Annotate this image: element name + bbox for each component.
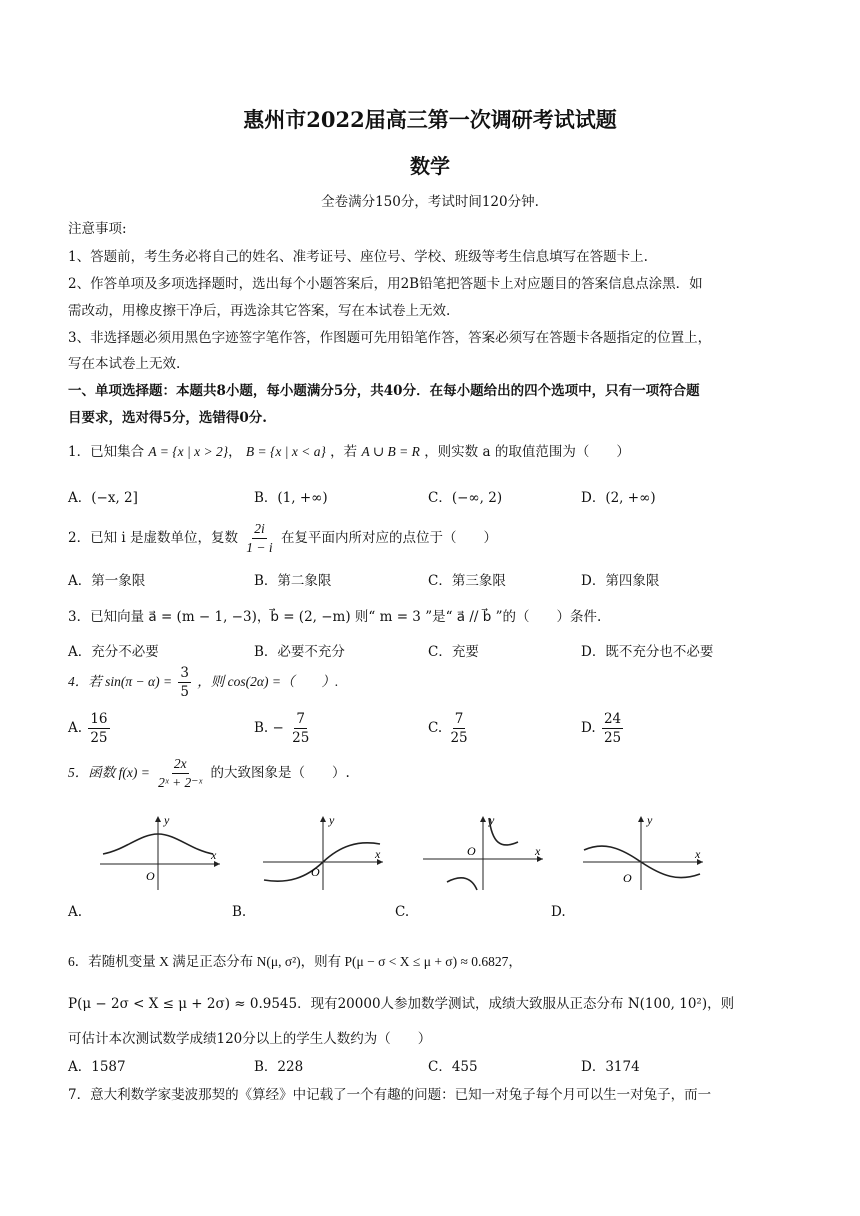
q1-text-b: ，若 [330,444,358,460]
q5-text-b: 的大致图象是（ ）. [210,765,350,781]
q3-option-b[interactable]: B．必要不充分 [254,644,345,660]
question-7-line-1: 7．意大利数学家斐波那契的《算经》中记载了一个有趣的问题：已知一对兔子每个月可以生一对兔子，而一 [68,1087,712,1103]
section-1-line-1: 一、单项选择题：本题共8小题，每小题满分5分，共40分．在每小题给出的四个选项中，只有一项符合题 [68,383,700,399]
q1-option-c[interactable]: C．(−∞, 2) [428,490,503,506]
q1-option-a[interactable]: A．(−x, 2] [68,490,138,506]
q5-option-a-label[interactable]: A. [68,904,83,920]
note-item-1: 1、答题前，考生务必将自己的姓名、准考证号、座位号、学校、班级等考生信息填写在答题卡上. [68,249,648,265]
q6-option-a[interactable]: A．1587 [68,1059,126,1075]
question-1-stem: 1．已知集合 A = {x | x > 2}， B = {x | x < a} ，若 A ∪ B = R ，则实数 a 的取值范围为（ ） [68,444,630,460]
q4-text-b: ，则 cos(2α) =（ ）. [197,674,339,689]
q2-fraction-denominator: 1 − i [246,540,273,555]
q4-option-b-denominator: 25 [292,730,310,746]
q2-option-b[interactable]: B．第二象限 [254,573,332,589]
exam-title: 惠州市2022届高三第一次调研考试试题 [243,107,617,132]
q1-text-a: 1．已知集合 [68,444,145,460]
question-3-stem: 3．已知向量 a⃗ = (m − 1, −3)，b⃗ = (2, −m) 则“ m = 3 ”是“ a⃗ // b⃗ ”的（ ）条件. [68,609,602,625]
section-1-line-2: 目要求，选对得5分，选错得0分. [68,410,267,426]
q4-option-a-label: A. [68,720,83,736]
note-item-3-line-2: 写在本试卷上无效. [68,356,181,372]
q4-option-d-numerator: 24 [603,711,622,727]
q1-set-a: A = {x | x > 2} [148,444,229,459]
q4-option-d[interactable] [581,710,625,747]
note-item-2-line-2: 需改动，用橡皮擦干净后，再选涂其它答案，写在本试卷上无效. [68,303,451,319]
q5-graph-b-x-label: x [375,847,381,861]
q5-graph-a-x-label: x [211,848,217,862]
question-6-line-2: P(μ − 2σ < X ≤ μ + 2σ) ≈ 0.9545．现有20000人参加数学测试，成绩大致服从正态分布 N(100, 10²)，则 [68,996,735,1012]
q4-option-b-fraction [290,710,311,747]
q4-option-b-numerator: 7 [296,711,306,727]
q5-graph-c-x-label: x [535,844,541,858]
q2-option-d[interactable]: D．第四象限 [581,573,660,589]
note-item-3-line-1: 3、非选择题必须用黑色字迹签字笔作答，作图题可先用铅笔作答，答案必须写在答题卡各题指定的位置上， [68,330,712,346]
q5-option-b-label[interactable]: B. [232,904,247,920]
q4-option-c-fraction [448,710,469,747]
q5-fraction [156,755,204,792]
question-5-stem [68,755,350,792]
q4-option-b-label: B. [254,720,269,736]
q5-graph-b-origin: O [311,865,320,879]
q4-fraction [178,664,191,701]
q3-option-c[interactable]: C．充要 [428,644,479,660]
q2-fraction [244,520,274,557]
exam-info: 全卷满分150分，考试时间120分钟. [321,194,539,210]
q4-option-d-label: D. [581,720,596,736]
q6-option-c[interactable]: C．455 [428,1059,478,1075]
q4-option-b[interactable] [254,710,313,747]
q5-graph-d-y-arrow [638,816,644,822]
q4-fraction-denominator: 5 [180,684,189,700]
q5-option-d-label[interactable]: D. [551,904,566,920]
q5-fraction-denominator: 2ˣ + 2⁻ˣ [158,775,203,790]
q5-fraction-numerator: 2x [172,755,189,774]
q4-option-c-numerator: 7 [454,711,464,727]
q5-graph-b-y-label: y [329,813,335,827]
q5-graph-a-y-label: y [164,813,170,827]
note-item-2-line-1: 2、作答单项及多项选择题时，选出每个小题答案后，用2B铅笔把答题卡上对应题目的答案信息点涂黑．如 [68,276,703,292]
q5-graph-c[interactable] [418,812,548,892]
question-6-line-3: 可估计本次测试数学成绩120分以上的学生人数约为（ ） [68,1031,432,1047]
q3-option-d[interactable]: D．既不充分也不必要 [581,644,714,660]
q6-option-d[interactable]: D．3174 [581,1059,640,1075]
q4-option-d-denominator: 25 [603,730,622,746]
q2-fraction-numerator: 2i [252,520,267,539]
q6-option-b[interactable]: B．228 [254,1059,304,1075]
q3-option-a[interactable]: A．充分不必要 [68,644,159,660]
question-6-line-1: 6．若随机变量 X 满足正态分布 N(μ, σ²)，则有 P(μ − σ < X ≤ μ + σ) ≈ 0.6827， [68,954,522,969]
q1-text-c: ，则实数 a 的取值范围为（ ） [424,444,630,460]
q5-graph-a-y-arrow [155,816,161,822]
q4-option-a-numerator: 16 [90,711,108,727]
q5-graph-d-y-label: y [647,813,653,827]
q1-set-b: B = {x | x < a} [245,444,326,459]
q2-text-b: 在复平面内所对应的点位于（ ） [280,530,497,546]
notes-heading: 注意事项: [68,221,127,237]
q5-graph-d-origin: O [623,871,632,885]
q5-graph-b[interactable] [258,812,388,892]
q4-option-a-fraction [88,710,109,747]
q2-text-a: 2．已知 i 是虚数单位，复数 [68,530,238,546]
q5-graph-c-y-label: y [489,813,495,827]
q4-option-c-denominator: 25 [450,730,468,746]
q4-option-a[interactable] [68,710,112,747]
q5-graph-c-y-arrow [480,816,486,822]
question-4-stem [68,664,338,701]
q5-text-a: 5．函数 f(x) = [68,765,150,780]
q1-option-d[interactable]: D．(2, +∞) [581,490,656,506]
q5-graph-a-origin: O [146,869,155,883]
q1-condition: A ∪ B = R [361,444,420,459]
question-2-stem [68,520,497,557]
q4-text-a: 4．若 sin(π − α) = [68,674,173,689]
q4-option-a-denominator: 25 [90,730,108,746]
subject-title: 数学 [410,154,450,178]
q4-option-d-fraction [602,710,623,747]
q4-fraction-numerator: 3 [180,665,189,681]
q5-graph-b-y-arrow [320,816,326,822]
q5-graph-c-curve-left [447,878,477,890]
q4-option-b-sign: − [272,720,284,736]
q2-option-a[interactable]: A．第一象限 [68,573,146,589]
q5-graph-d[interactable] [578,812,708,892]
q1-option-b[interactable]: B．(1, +∞) [254,490,328,506]
q5-option-c-label[interactable]: C. [395,904,410,920]
q4-option-c[interactable] [428,710,472,747]
q4-option-c-label: C. [428,720,443,736]
q5-graph-c-origin: O [467,844,476,858]
q5-graph-d-x-label: x [695,847,701,861]
q5-graph-a[interactable] [95,812,225,892]
q2-option-c[interactable]: C．第三象限 [428,573,506,589]
